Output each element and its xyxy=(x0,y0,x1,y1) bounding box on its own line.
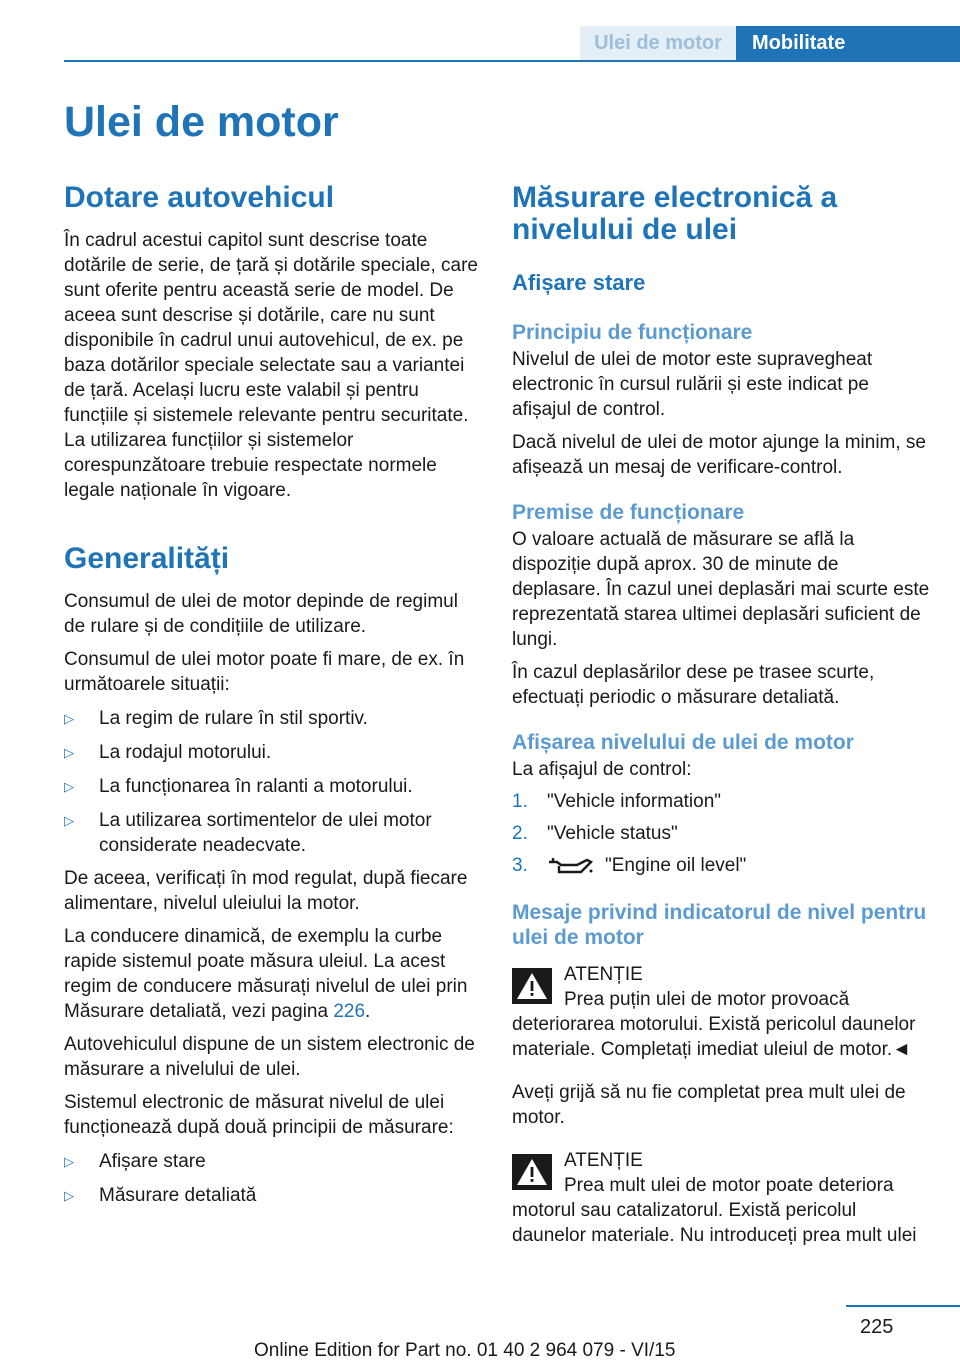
paragraph: Autovehiculul dispune de un sistem electronic de măsurare a nivelului de ulei. xyxy=(64,1034,475,1080)
footer-rule xyxy=(846,1305,960,1307)
paragraph: De aceea, verificați în mod regulat, după fiecare alimentare, nivelul uleiului la motor. xyxy=(64,868,468,914)
page-title: Ulei de motor xyxy=(64,98,339,146)
page-number: 225 xyxy=(860,1316,894,1338)
list-item: ▷ La utilizarea sortimentelor de ulei motor considerate neadecvate. xyxy=(64,810,432,856)
header-chapter-tab: Mobilitate xyxy=(736,26,960,62)
bullet-list xyxy=(64,1149,484,1208)
paragraph: Nivelul de ulei de motor este supravegheat electronic în cursul rulării și este indicat pe afișajul de control. xyxy=(512,349,873,420)
paragraph: Dacă nivelul de ulei de motor ajunge la minim, se afișează un mesaj de verificare-control. xyxy=(512,432,926,478)
header-rule xyxy=(64,60,960,62)
warning-title: ATENȚIE xyxy=(564,964,643,985)
warning-title: ATENȚIE xyxy=(564,1150,643,1171)
list-item: ▷ La funcționarea în ralanti a motorului. xyxy=(64,776,413,797)
bullet-list xyxy=(64,706,484,858)
header-section-tab: Ulei de motor xyxy=(580,26,736,62)
list-item: ▷ Afișare stare xyxy=(64,1151,206,1172)
bullet-icon: ▷ xyxy=(64,813,74,828)
bullet-icon: ▷ xyxy=(64,779,74,794)
bullet-icon: ▷ xyxy=(64,1188,74,1203)
list-item: ▷ Măsurare detaliată xyxy=(64,1185,257,1206)
warning-body: Prea mult ulei de motor poate deteriora motorul sau catalizatorul. Există pericolul daunelor materiale. Nu introduceți prea mult ulei xyxy=(512,1175,917,1246)
left-column xyxy=(64,182,484,1208)
step-list xyxy=(512,789,930,878)
list-item: ▷ La rodajul motorului. xyxy=(64,742,272,763)
paragraph: Consumul de ulei motor poate fi mare, de ex. în următoarele situații: xyxy=(64,649,465,695)
heading-premise: Premise de funcționare xyxy=(512,501,745,524)
page-link[interactable]: 226 xyxy=(333,1001,366,1022)
warning-icon xyxy=(512,1154,552,1190)
paragraph: Aveți grijă să nu fie completat prea mult ulei de motor. xyxy=(512,1082,906,1128)
list-item: ▷ La regim de rulare în stil sportiv. xyxy=(64,708,368,729)
paragraph: La conducere dinamică, de exemplu la curbe rapide sistemul poate măsura uleiul. La acest regim de conducere măsurați nivelul de ulei prin Măsurare detaliată, vezi pagina 226. xyxy=(64,926,468,1022)
warning-block xyxy=(512,962,930,987)
oil-can-icon xyxy=(547,856,593,876)
list-item: 1. "Vehicle information" xyxy=(512,791,722,812)
heading-principiu: Principiu de funcționare xyxy=(512,321,753,344)
warning-block xyxy=(512,1148,930,1173)
heading-generalitati: Generalități xyxy=(64,542,230,575)
list-item: 3. "Engine oil level" xyxy=(512,855,747,876)
paragraph: În cazul deplasărilor dese pe trasee scurte, efectuați periodic o măsurare detaliată. xyxy=(512,662,875,708)
footer-edition: Online Edition for Part no. 01 40 2 964 079 - VI/15 xyxy=(254,1340,676,1361)
heading-afisare-stare: Afișare stare xyxy=(512,270,646,295)
heading-masurare: Măsurare electronică a nivelului de ulei xyxy=(512,181,838,246)
list-item: 2. "Vehicle status" xyxy=(512,823,678,844)
paragraph: Consumul de ulei de motor depinde de regimul de rulare și de condițiile de utilizare. xyxy=(64,591,458,637)
paragraph: O valoare actuală de măsurare se află la dispoziție după aprox. 30 de minute de deplasare. În cazul unei deplasări mai scurte este reprezentată starea ultimei deplasări suficient de lungi. xyxy=(512,529,930,650)
paragraph-dotare: În cadrul acestui capitol sunt descrise toate dotările de serie, de țară și dotările speciale, care sunt oferite pentru această serie de model. De aceea sunt descrise și dotările, care nu sunt disponibile în cadrul unui autovehicul, de ex. pe baza dotărilor speciale selectate sau a variantei de țară. Același lucru este valabil și pentru funcțiile și sistemele relevante pentru securitate. La utilizarea funcțiilor și sistemelor corespunzătoare trebuie respectate normele legale naționale în vigoare. xyxy=(64,230,479,501)
bullet-icon: ▷ xyxy=(64,711,74,726)
bullet-icon: ▷ xyxy=(64,745,74,760)
right-column xyxy=(512,182,930,1248)
warning-icon xyxy=(512,968,552,1004)
bullet-icon: ▷ xyxy=(64,1154,74,1169)
paragraph: Sistemul electronic de măsurat nivelul de ulei funcționează după două principii de măsurare: xyxy=(64,1092,454,1138)
paragraph: La afișajul de control: xyxy=(512,759,692,780)
warning-body: Prea puțin ulei de motor provoacă deteriorarea motorului. Există pericolul daunelor materiale. Completați imediat uleiul de motor.◄ xyxy=(512,989,916,1060)
heading-afisarea-nivel: Afișarea nivelului de ulei de motor xyxy=(512,731,854,754)
heading-dotare: Dotare autovehicul xyxy=(64,181,335,214)
heading-mesaje: Mesaje privind indicatorul de nivel pentru ulei de motor xyxy=(512,901,927,949)
